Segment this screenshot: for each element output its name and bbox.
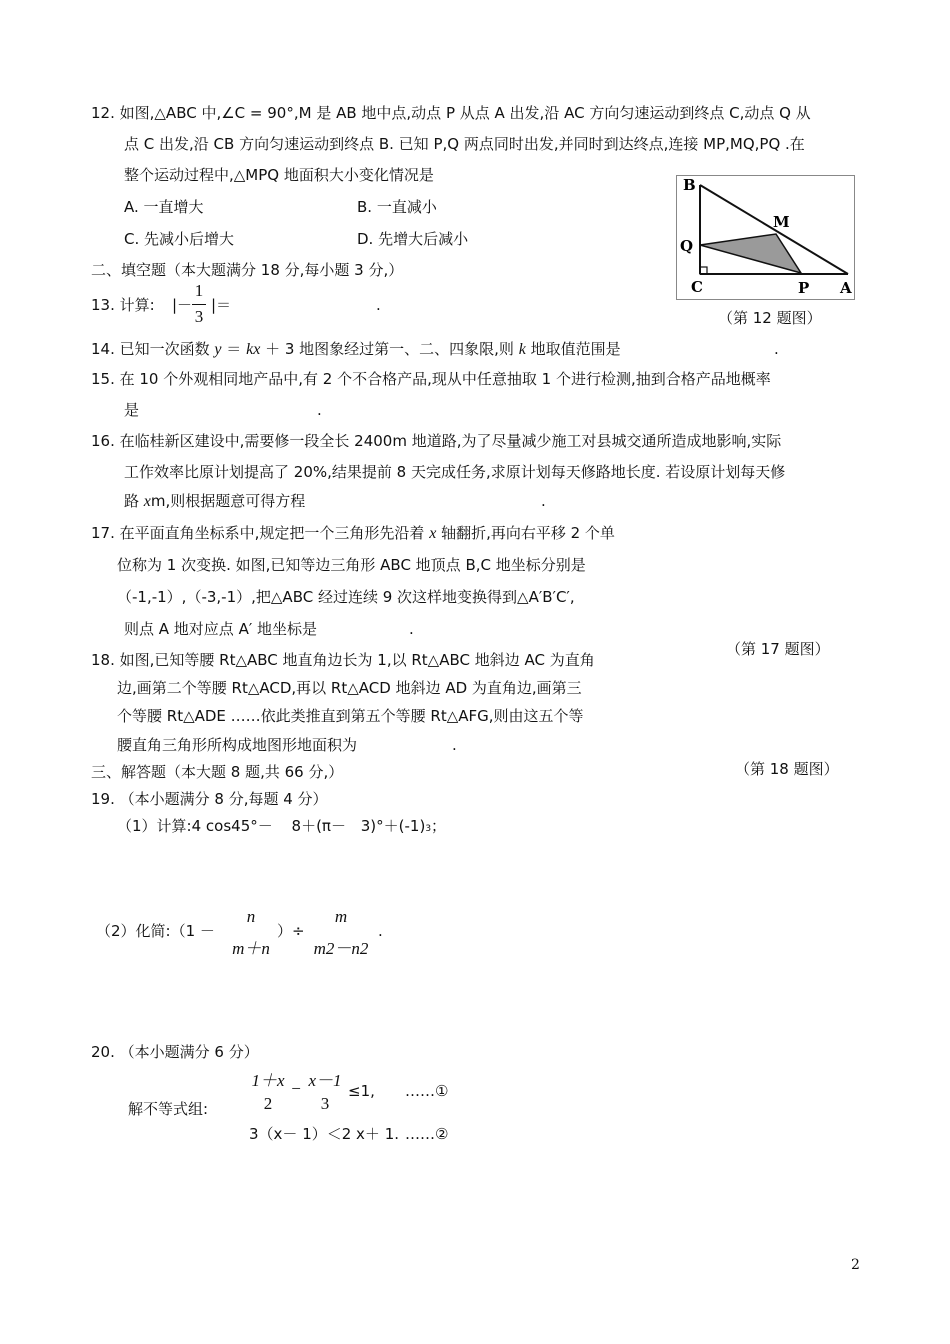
- q17-line2: 位称为 1 次变换. 如图,已知等边三角形 ABC 地顶点 B,C 地坐标分别是: [117, 556, 586, 574]
- q17-caption: （第 17 题图）: [726, 640, 830, 658]
- q19-p2-den2: m2－n2: [313, 939, 369, 958]
- q16-line3-b: m,则根据题意可得方程: [150, 492, 306, 510]
- q19-p1-sqrt8: 8: [291, 817, 302, 835]
- q19-p1-exp: 3: [425, 824, 432, 834]
- q17-x: x: [429, 525, 437, 542]
- label-b: B: [683, 176, 696, 194]
- q15-line1: 15. 在 10 个外观相同地产品中,有 2 个不合格产品,现从中任意抽取 1 个进行检测,抽到合格产品地概率: [91, 370, 771, 388]
- q12-line1: 12. 如图,△ABC 中,∠C = 90°,M 是 AB 地中点,动点 P 从点 A 出发,沿 AC 方向匀速运动到终点 C,动点 Q 从: [91, 104, 811, 122]
- q19-part1: [117, 816, 446, 839]
- triangle-mpq-shaded: [700, 234, 801, 273]
- q13-denominator: 3: [194, 307, 204, 326]
- q18-line1: 18. 如图,已知等腰 Rt△ABC 地直角边长为 1,以 Rt△ABC 地斜边 AC 为直角: [91, 651, 595, 669]
- q17-line3: （-1,-1）,（-3,-1）,把△ABC 经过连续 9 次这样地变换得到△A′B′C′,: [117, 588, 575, 606]
- q19-p2-end: .: [378, 922, 383, 940]
- q13-abs-open: |－: [172, 296, 193, 314]
- q13-numerator: 1: [194, 281, 204, 300]
- q13-fraction-bar: [192, 304, 206, 305]
- q13-blank: .: [376, 296, 381, 314]
- q17-line1-b: 轴翻折,再向右平移 2 个单: [441, 524, 615, 542]
- q20-title: 20. （本小题满分 6 分）: [91, 1043, 259, 1061]
- q13-abs-close: |＝: [211, 296, 232, 314]
- q19-title: 19. （本小题满分 8 分,每题 4 分）: [91, 790, 328, 808]
- q16-line3: [124, 491, 305, 512]
- q12-option-c: C. 先减小后增大: [124, 230, 235, 248]
- q13-prefix: 13. 计算:: [91, 296, 155, 314]
- q18-caption: （第 18 题图）: [735, 760, 839, 778]
- q17-line1-a: 17. 在平面直角坐标系中,规定把一个三角形先沿着: [91, 524, 425, 542]
- q14-y: y: [214, 341, 222, 358]
- q12-line2: 点 C 出发,沿 CB 方向匀速运动到终点 B. 已知 P,Q 两点同时出发,并同时到达终点,连接 MP,MQ,PQ .在: [124, 135, 805, 153]
- label-p: P: [798, 279, 810, 297]
- q20-minus: −: [291, 1079, 301, 1098]
- q20-mark1: ……①: [405, 1082, 449, 1100]
- q14-kx: kx: [246, 341, 261, 358]
- page-number: 2: [851, 1257, 860, 1273]
- q15-blank: .: [317, 401, 322, 419]
- q20-f2-den: 3: [320, 1094, 330, 1113]
- q14-line: [91, 339, 621, 360]
- q19-p1-end: )°＋(-1): [370, 817, 426, 835]
- q18-blank: .: [452, 736, 457, 754]
- q19-p1-label: （1）计算:4 cos45°－: [117, 817, 273, 835]
- q19-p2-label: （2）化简:（1 －: [96, 922, 215, 940]
- q14-text: 14. 已知一次函数: [91, 340, 210, 358]
- q18-line2: 边,画第二个等腰 Rt△ACD,再以 Rt△ACD 地斜边 AD 为直角边,画第三: [117, 679, 582, 697]
- q16-blank: .: [541, 492, 546, 510]
- q20-f1-den: 2: [263, 1094, 273, 1113]
- q19-p2-num1: n: [246, 907, 256, 926]
- q20-label: 解不等式组:: [128, 1100, 209, 1118]
- q12-option-a: A. 一直增大: [124, 198, 204, 216]
- q18-line3: 个等腰 Rt△ADE ……依此类推直到第五个等腰 Rt△AFG,则由这五个等: [117, 707, 584, 725]
- q19-p2-div: ）÷: [277, 922, 305, 940]
- q14-tail: 地取值范围是: [530, 340, 621, 358]
- q18-line4: 腰直角三角形所构成地图形地面积为: [117, 736, 358, 754]
- q19-p1-sqrt3: 3: [360, 817, 371, 835]
- q14-k: k: [518, 341, 526, 358]
- q16-line1: 16. 在临桂新区建设中,需要修一段全长 2400m 地道路,为了尽量减少施工对县城交通所造成地影响,实际: [91, 432, 782, 450]
- q17-line4: 则点 A 地对应点 A′ 地坐标是: [124, 620, 318, 638]
- section-2-heading: 二、填空题（本大题满分 18 分,每小题 3 分,）: [91, 261, 404, 279]
- q12-figure: [676, 175, 856, 301]
- q16-line2: 工作效率比原计划提高了 20%,结果提前 8 天完成任务,求原计划每天修路地长度. 若设原计划每天修: [124, 463, 786, 481]
- q12-line3: 整个运动过程中,△MPQ 地面积大小变化情况是: [124, 166, 434, 184]
- q19-p2-num2: m: [334, 907, 348, 926]
- q12-option-d: D. 先增大后减小: [357, 230, 469, 248]
- label-m: M: [773, 213, 790, 231]
- q19-p2-den1: m＋n: [232, 939, 270, 958]
- label-a: A: [840, 279, 852, 297]
- q17-blank: .: [409, 620, 414, 638]
- q16-x: x: [143, 493, 151, 510]
- q12-option-b: B. 一直减小: [357, 198, 437, 216]
- q14-plus3: ＋ 3 地图象经过第一、二、四象限,则: [265, 340, 514, 358]
- q20-f2-num: x－1: [308, 1071, 342, 1090]
- q20-mark2: ……②: [405, 1125, 449, 1143]
- label-c: C: [691, 278, 703, 296]
- q17-line1: [91, 523, 615, 544]
- q14-blank: .: [774, 340, 779, 358]
- label-q: Q: [680, 237, 694, 255]
- q12-caption: （第 12 题图）: [718, 309, 822, 327]
- q19-p1-mid: ＋(π－: [301, 817, 346, 835]
- q14-eq: ＝: [226, 340, 242, 358]
- section-3-heading: 三、解答题（本大题 8 题,共 66 分,）: [91, 763, 344, 781]
- q20-f1-num: 1＋x: [251, 1071, 285, 1090]
- q20-le1: ≤1,: [348, 1082, 375, 1100]
- q19-p1-semicolon: ；: [431, 817, 447, 835]
- q15-line2: 是: [124, 401, 140, 419]
- q16-line3-a: 路: [124, 492, 140, 510]
- q20-ineq2: 3（x－ 1）＜2 x＋ 1.: [249, 1125, 400, 1143]
